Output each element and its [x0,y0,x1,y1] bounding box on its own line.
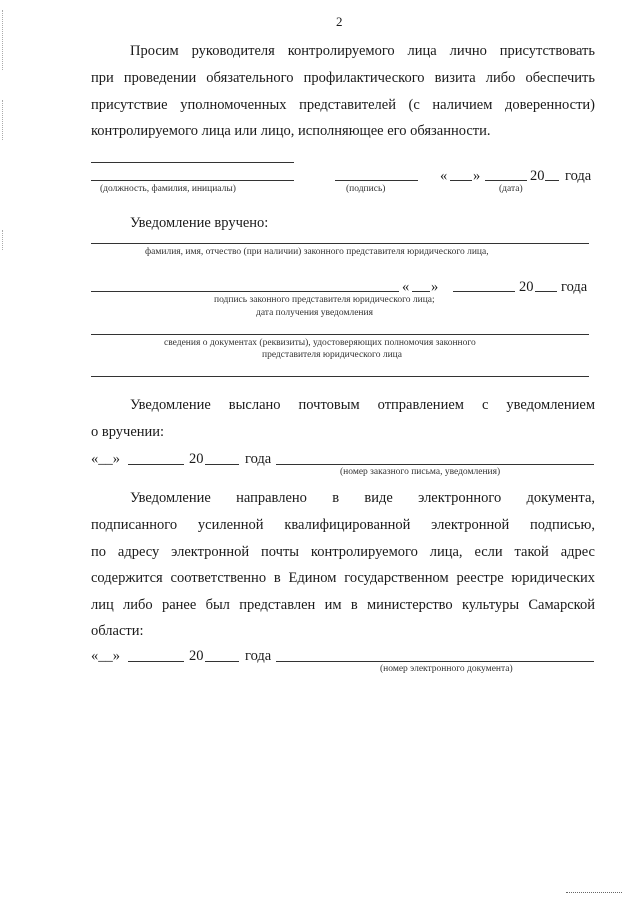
date-caption: (дата) [499,184,523,194]
date-month-line [485,180,527,181]
position-caption: (должность, фамилия, инициалы) [100,184,236,194]
mail-line-2: о вручении: [91,424,165,440]
scan-footer-artifact [566,892,622,893]
electronic-date-quotes: «__» [91,648,120,664]
request-line-4: контролируемого лица или лицо, исполняющее его обязанности. [91,123,491,139]
mail-month-line [128,464,184,465]
electronic-line-1: Уведомление направлено в виде электронного документа, [130,490,595,506]
electronic-document-line [276,661,594,662]
electronic-line-2: подписанного усиленной квалифицированной электронной подписью, [91,517,595,533]
representative-name-caption: фамилия, имя, отчество (при наличии) законного представителя юридического лица, [145,247,489,257]
electronic-year-suffix: года [245,648,272,664]
mail-date-quotes: «__» [91,451,120,467]
page-number: 2 [336,14,343,29]
representative-signature-caption-2: дата получения уведомления [256,308,373,318]
delivered-day-line [412,291,430,292]
documents-caption-2: представителя юридического лица [262,350,402,360]
date-year-prefix: 20 [530,168,545,184]
date-day-line [450,180,472,181]
letter-number-line [276,464,594,465]
scan-edge-artifact [2,10,4,70]
mail-year-line [205,464,239,465]
documents-caption-1: сведения о документах (реквизиты), удостоверяющих полномочия законного [164,338,476,348]
date-close-quote: » [473,168,481,184]
electronic-line-3: по адресу электронной почты контролируемого лица, если такой адрес [91,544,595,560]
electronic-line-6: области: [91,623,144,639]
electronic-line-4: содержится соответственно в Едином государственном реестре юридических [91,570,595,586]
documents-line [91,334,589,335]
delivered-year-line [535,291,557,292]
request-line-1: Просим руководителя контролируемого лица лично присутствовать [130,43,595,59]
delivered-date-open-quote: « [402,279,410,295]
date-year-line [545,180,559,181]
signature-line [335,180,418,181]
electronic-document-caption: (номер электронного документа) [380,664,513,674]
mail-year-prefix: 20 [189,451,204,467]
electronic-month-line [128,661,184,662]
delivered-month-line [453,291,515,292]
request-line-3: присутствие уполномоченных представителей (с наличием доверенности) [91,97,595,113]
delivered-date-close-quote: » [431,279,439,295]
electronic-year-line [205,661,239,662]
mail-year-suffix: года [245,451,272,467]
representative-signature-caption-1: подпись законного представителя юридического лица; [214,295,435,305]
letter-number-caption: (номер заказного письма, уведомления) [340,467,501,477]
representative-name-line [91,243,589,244]
position-line-top [91,162,294,163]
delivered-year-prefix: 20 [519,279,534,295]
date-year-suffix: года [565,168,592,184]
scan-edge-artifact [2,100,4,140]
extra-line [91,376,589,377]
delivered-year-suffix: года [561,279,588,295]
delivered-heading: Уведомление вручено: [130,215,269,231]
request-line-2: при проведении обязательного профилактического визита либо обеспечить [91,70,595,86]
scan-edge-artifact [2,230,4,250]
signature-caption: (подпись) [346,184,386,194]
mail-line-1: Уведомление выслано почтовым отправлением с уведомлением [130,397,595,413]
electronic-line-5: лиц либо ранее был представлен им в министерство культуры Самарской [91,597,595,613]
electronic-year-prefix: 20 [189,648,204,664]
representative-signature-line [91,291,399,292]
position-line [91,180,294,181]
date-open-quote: « [440,168,448,184]
